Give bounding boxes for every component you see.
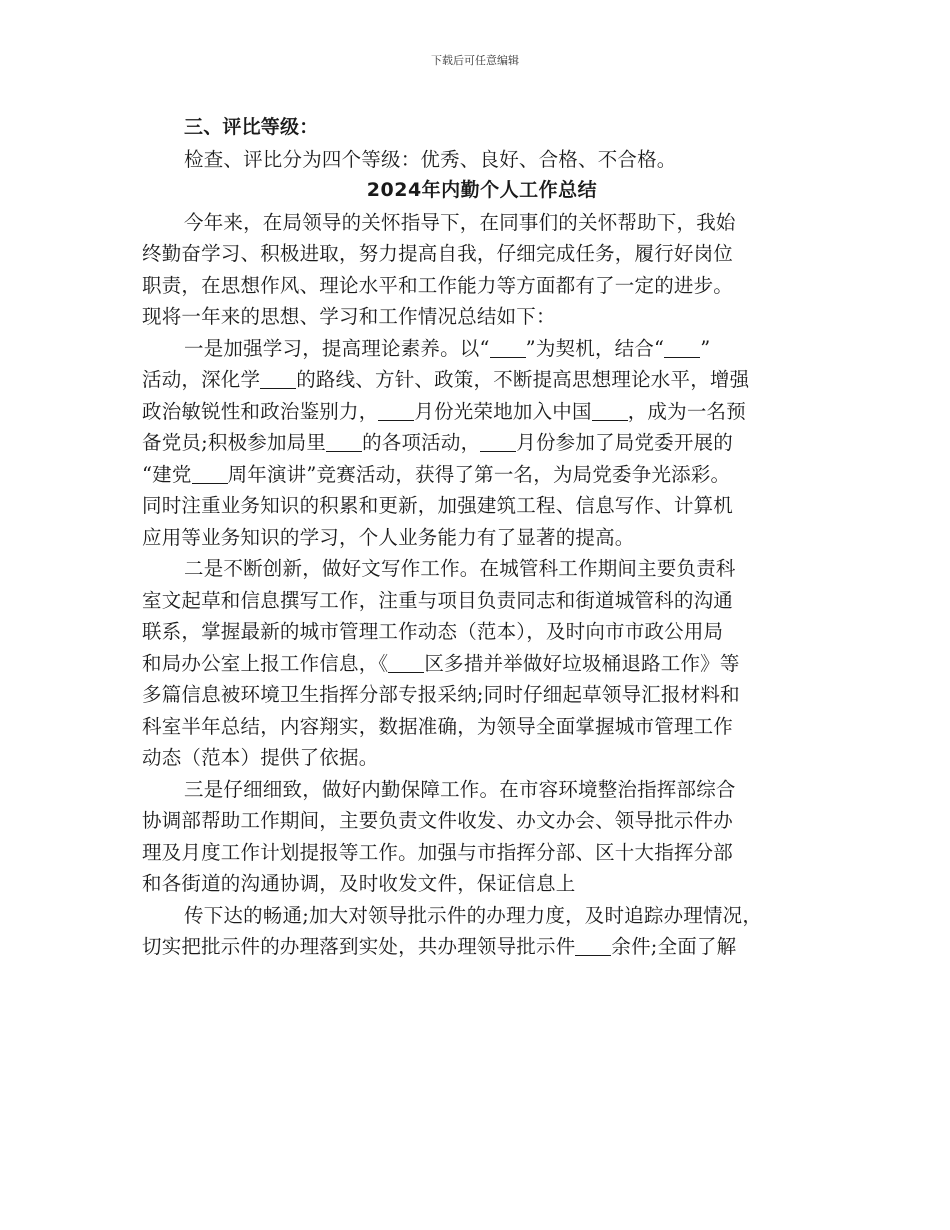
paragraph-line: 传下达的畅通;加大对领导批示件的办理力度，及时追踪办理情况， [184,903,763,927]
text-run: “建党 [142,462,192,486]
document-title: 2024年内勤个人工作总结 [366,179,598,201]
section-heading: 三、评比等级： [184,116,319,138]
fill-blank [192,463,228,484]
paragraph-line: 今年来，在局领导的关怀指导下，在同事们的关怀帮助下，我始 [184,210,736,234]
text-run: 政治敏锐性和政治鉴别力， [142,399,379,423]
text-run: ，成为一名预 [627,399,746,423]
paragraph-line: 和各街道的沟通协调，及时收发文件，保证信息上 [142,872,576,895]
text-run: 的各项活动， [362,431,481,454]
paragraph-line: 应用等业务知识的学习，个人业务能力有了显著的提高。 [142,525,635,549]
paragraph-line: 同时注重业务知识的积累和更新，加强建筑工程、信息写作、计算机 [142,494,734,517]
section-body: 检查、评比分为四个等级：优秀、良好、合格、不合格。 [184,147,677,171]
paragraph-line: 联系，掌握最新的城市管理工作动态（范本），及时向市市政公用局 [142,620,724,643]
fill-blank [490,337,526,358]
paragraph-line [142,648,822,680]
text-run: 和局办公室上报工作信息，《 [142,651,389,675]
text-run: ”为契机，结合“ [525,336,665,360]
text-run: 区多措并举做好垃圾桶退路工作》等 [424,651,740,675]
paragraph-line [142,427,822,459]
paragraph-line [142,333,822,365]
paragraph-line: 三是仔细细致，做好内勤保障工作。在市容环境整治指挥部综合 [184,777,736,801]
fill-blank [480,431,516,452]
paragraph-line: 协调部帮助工作期间，主要负责文件收发、办文办会、领导批示件办 [142,809,734,832]
text-run: 一是加强学习，提高理论素养。以“ [184,336,490,360]
text-run: 月份光荣地加入中国 [414,399,592,423]
text-run: 切实把批示件的办理落到实处，共办理领导批示件 [142,935,576,958]
fill-blank [664,337,700,358]
fill-blank [592,400,628,421]
text-run: 备党员;积极参加局里 [142,431,327,454]
paragraph-line [142,396,822,428]
text-run: ” [700,336,711,360]
fill-blank [326,431,362,452]
paragraph-line: 理及月度工作计划提报等工作。加强与市指挥分部、区十大指挥分部 [142,840,734,864]
fill-blank [260,368,296,389]
paragraph-line: 室文起草和信息撰写工作，注重与项目负责同志和街道城管科的沟通 [142,588,734,612]
paragraph-line: 二是不断创新，做好文写作工作。在城管科工作期间主要负责科 [184,557,736,580]
text-run: 的路线、方针、政策，不断提高思想理论水平，增强 [296,368,750,391]
fill-blank [388,652,424,673]
text-run: 余件;全面了解 [611,935,737,958]
paragraph-line [142,364,822,396]
paragraph-line [142,931,822,963]
document-body [142,112,822,963]
fill-blank [575,935,611,956]
paragraph-line [142,459,822,491]
page-header: 下载后可任意编辑 [431,54,519,67]
paragraph-line: 多篇信息被环境卫生指挥分部专报采纳;同时仔细起草领导汇报材料和 [142,683,740,706]
paragraph-line: 科室半年总结，内容翔实，数据准确，为领导全面掌握城市管理工作 [142,714,734,738]
paragraph-line: 动态（范本）提供了依据。 [142,746,379,769]
paragraph-line: 现将一年来的思想、学习和工作情况总结如下： [142,305,556,328]
fill-blank [378,400,414,421]
paragraph-line: 终勤奋学习、积极进取，努力提高自我，仔细完成任务，履行好岗位 [142,242,734,265]
text-run: 周年演讲”竞赛活动，获得了第一名，为局党委争光添彩。 [227,462,731,486]
paragraph-line: 职责，在思想作风、理论水平和工作能力等方面都有了一定的进步。 [142,273,734,297]
text-run: 活动，深化学 [142,368,261,391]
text-run: 月份参加了局党委开展的 [516,431,733,454]
